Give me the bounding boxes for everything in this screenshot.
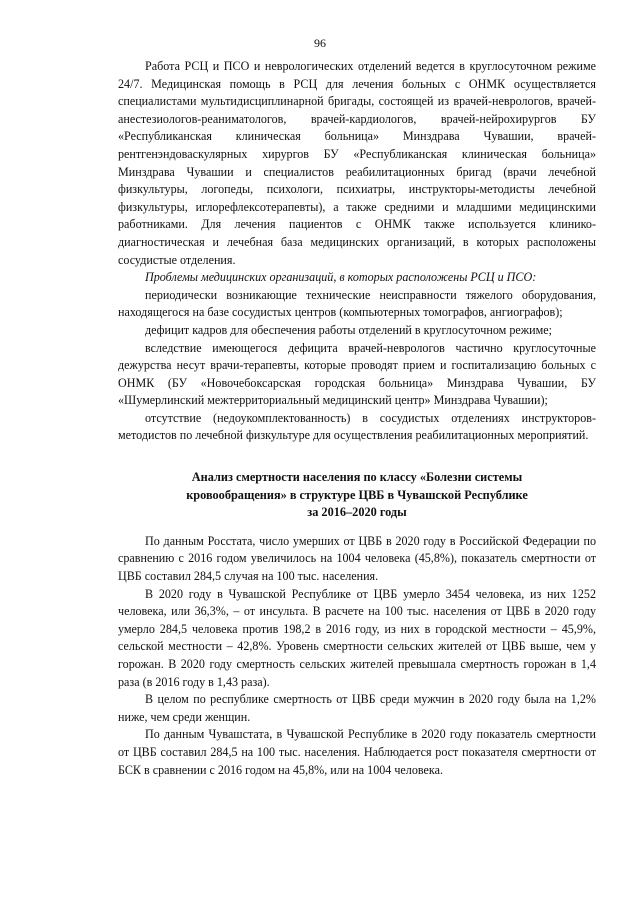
- paragraph-men-women: В целом по республике смертность от ЦВБ среди мужчин в 2020 году была на 1,2% ниже, чем среди женщин.: [118, 692, 596, 724]
- section-spacer: [118, 522, 596, 533]
- section-heading-line-2: кровообращения» в структуре ЦВБ в Чувашской Республике: [186, 487, 528, 502]
- page-content: [118, 58, 596, 779]
- paragraph-problem-neurologists: вследствие имеющегося дефицита врачей-неврологов частично круглосуточные дежурства несут врачи-терапевты, которые проводят прием и госпитализацию больных с ОНМК (БУ «Новочебоксарская городская больница» Минздрава Чувашии, БУ «Шумерлинский межтерриториальный медицинский центр» Минздрава Чувашии);: [118, 340, 596, 408]
- paragraph-chuvashstat: По данным Чувашстата, в Чувашской Республике в 2020 году показатель смертности от ЦВБ составил 284,5 на 100 тыс. населения. Наблюдается рост показателя смертности от БСК в сравнении с 2016 годом на 45,8%, или на 1004 человека.: [118, 727, 596, 777]
- paragraph-problems-intro: Проблемы медицинских организаций, в которых расположены РСЦ и ПСО:: [145, 270, 537, 285]
- paragraph-chuvash-2020: В 2020 году в Чувашской Республике от ЦВБ умерло 3454 человека, из них 1252 человека, или 36,3%, – от инсульта. В расчете на 100 тыс. населения от ЦВБ в 2020 году умерло 284,5 человека против 198,2 в 2016 году, из них в городской местности – 45,9%, сельской местности – 42,8%. Уровень смертности сельских жителей от ЦВБ выше, чем у горожан. В 2020 году смертность сельских жителей превышала смертность горожан в 1,4 раза (в 2016 году в 1,43 раза).: [118, 586, 596, 689]
- page-number: 96: [314, 36, 326, 50]
- paragraph-problem-staff: дефицит кадров для обеспечения работы отделений в круглосуточном режиме;: [145, 322, 552, 337]
- paragraph-problem-instructors: отсутствие (недоукомплектованность) в сосудистых отделениях инструкторов-методистов по лечебной физкультуре для осуществления реабилитационных мероприятий.: [118, 410, 596, 443]
- paragraph-rosstat: По данным Росстата, число умерших от ЦВБ в 2020 году в Российской Федерации по сравнению с 2016 годом увеличилось на 1004 человека (45,8%), показатель смертности от ЦВБ составил 284,5 случая на 100 тыс. населения.: [118, 533, 596, 584]
- section-heading-line-1: Анализ смертности населения по классу «Болезни системы: [191, 470, 523, 485]
- paragraph-rsc-work: Работа РСЦ и ПСО и неврологических отделений ведется в круглосуточном режиме 24/7. Медицинская помощь в РСЦ для лечения больных с ОНМК осуществляется специалистами мультидисциплинарной бригады, состоящей из врачей-неврологов, врачей-анестезиологов-реаниматологов, врачей-кардиологов, врачей-нейрохирургов БУ «Республиканская клиническая больница» Минздрава Чувашии, врачей-рентгенэндоваскулярных хирургов БУ «Республиканская клиническая больница» Минздрава Чувашии и специалистов реабилитационных бригад (врачи лечебной физкультуры, логопеды, психологи, психиатры, инструкторы-методисты лечебной физкультуры, иглорефлексотерапевты), а также средними и младшими медицинскими работниками. Для лечения пациентов с ОНМК также используется клинико-диагностическая и лечебная база медицинских организаций, в которых расположены сосудистые отделения.: [118, 59, 596, 267]
- paragraph-problem-equipment: периодически возникающие технические неисправности тяжелого оборудования, находящегося на базе сосудистых центров (компьютерных томографов, ангиографов);: [118, 287, 596, 320]
- section-spacer: [118, 445, 596, 456]
- section-heading: [118, 469, 596, 522]
- section-heading-line-3: за 2016–2020 годы: [307, 505, 407, 520]
